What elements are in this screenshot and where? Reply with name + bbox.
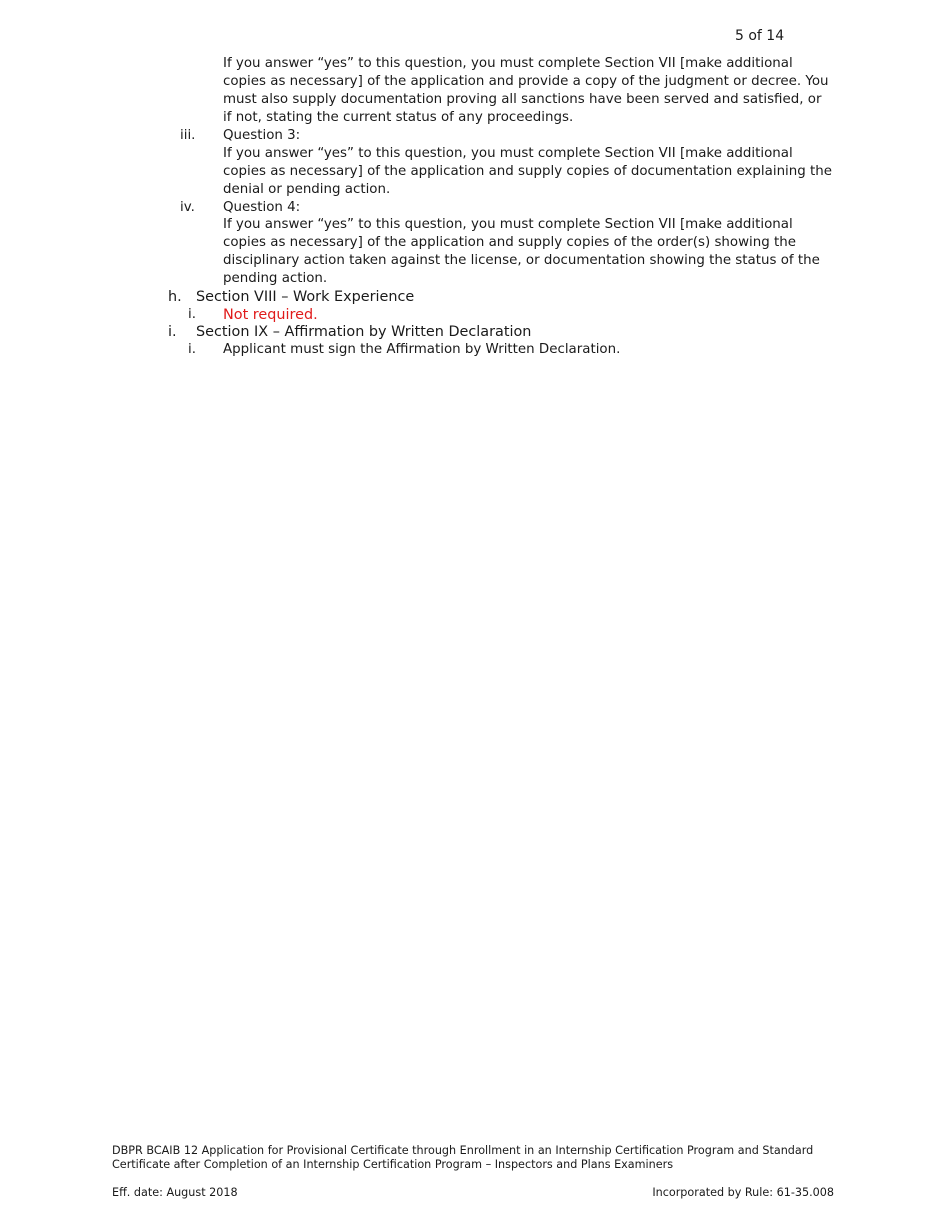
section-i-marker: i. <box>168 324 177 340</box>
section-h-item-text: Not required. <box>223 307 318 323</box>
section-h-item-marker: i. <box>188 307 196 322</box>
section-i-title: Section IX – Affirmation by Written Declaration <box>196 324 532 340</box>
question-3-text: If you answer “yes” to this question, you must complete Section VII [make additional copies as necessary] of the application and supply copies of documentation explaining the denial or pending action. <box>223 146 832 197</box>
question-2-text: If you answer “yes” to this question, you must complete Section VII [make additional copies as necessary] of the application and provide a copy of the judgment or decree. You must also supply documentation proving all sanctions have been served and satisfied, or if not, stating the current status of any proceedings. <box>223 56 829 125</box>
footer-form-title: DBPR BCAIB 12 Application for Provisional Certificate through Enrollment in an Internship Certification Program and Standard Certificate after Completion of an Internship Certification Program – Inspectors and Plans Examiners <box>112 1144 814 1171</box>
section-h-marker: h. <box>168 289 182 305</box>
footer-eff-date: Eff. date: August 2018 <box>112 1186 238 1199</box>
section-i-item-text: Applicant must sign the Affirmation by Written Declaration. <box>223 342 621 357</box>
question-3-marker: iii. <box>180 128 196 143</box>
question-3-title: Question 3: <box>223 128 301 143</box>
section-i-item-marker: i. <box>188 342 196 357</box>
footer-incorporated: Incorporated by Rule: 61-35.008 <box>652 1186 834 1199</box>
section-h-title: Section VIII – Work Experience <box>196 289 415 305</box>
question-4-title: Question 4: <box>223 200 301 215</box>
page-number: 5 of 14 <box>735 28 785 44</box>
question-4-text: If you answer “yes” to this question, you must complete Section VII [make additional copies as necessary] of the application and supply copies of the order(s) showing the disciplinary action taken against the license, or documentation showing the status of the pending action. <box>223 217 820 286</box>
question-4-marker: iv. <box>180 200 195 215</box>
